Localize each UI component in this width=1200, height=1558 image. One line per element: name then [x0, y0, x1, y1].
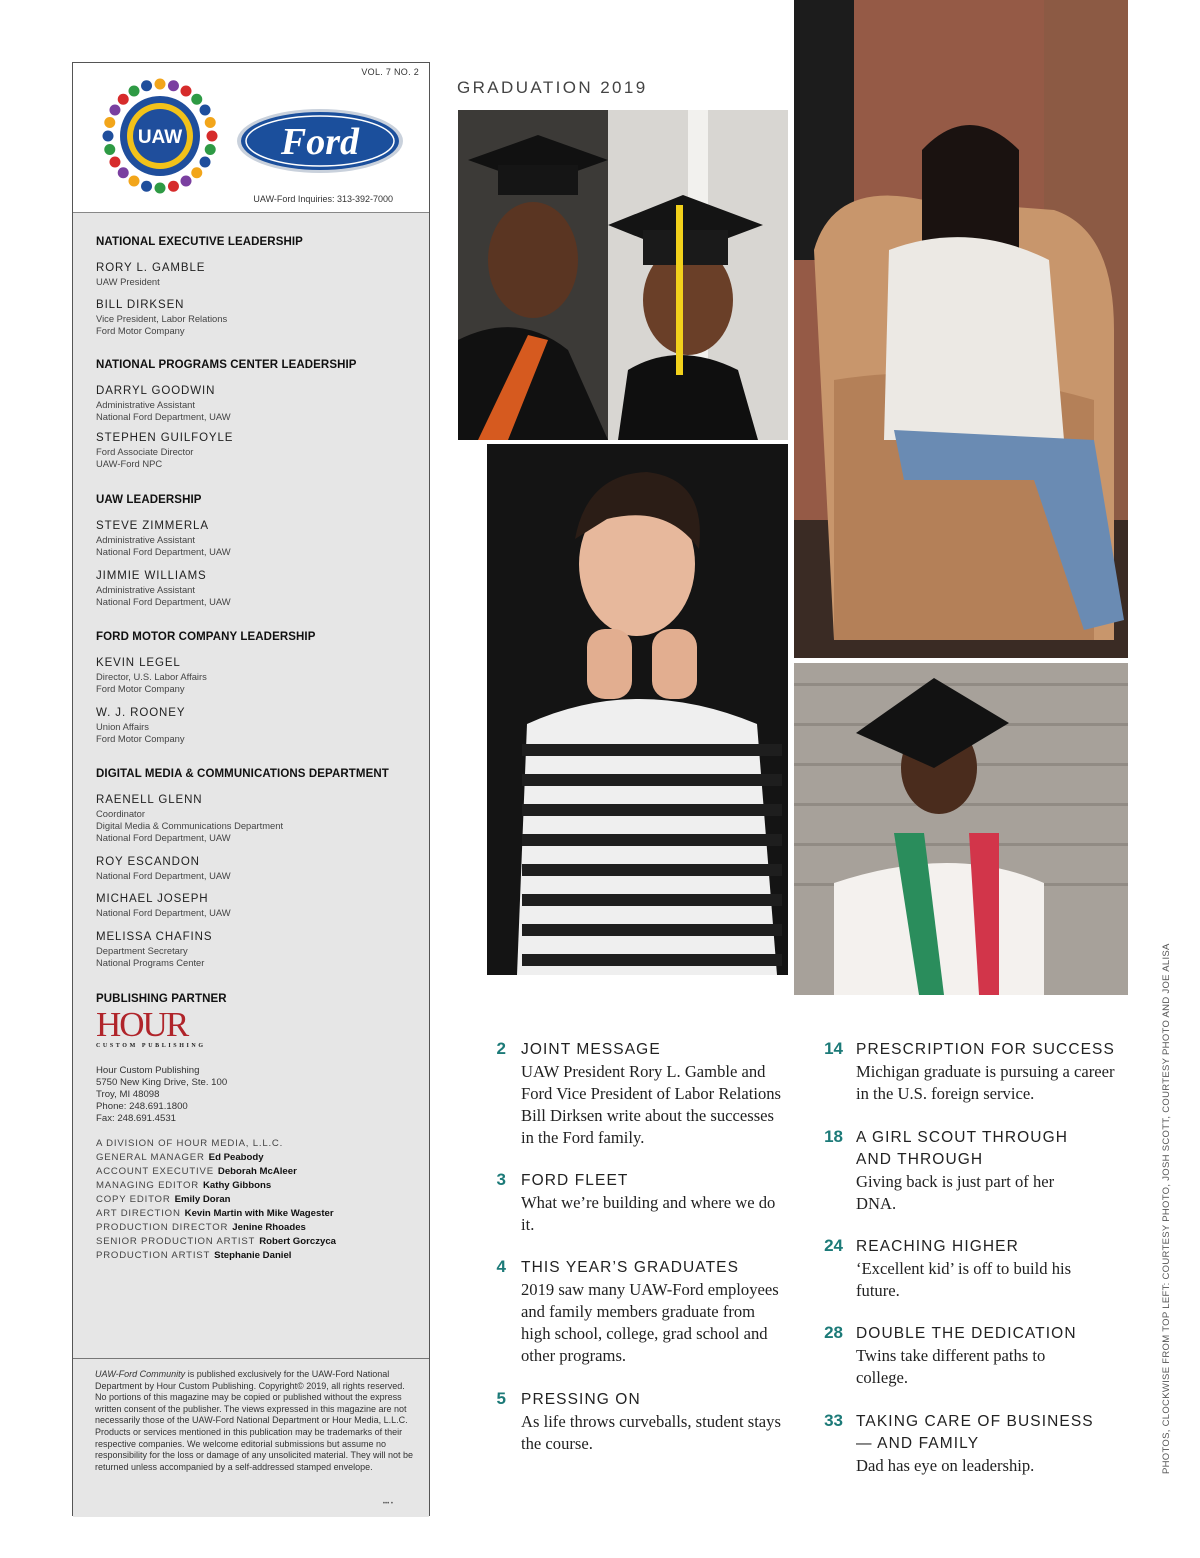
ford-logo [235, 107, 405, 175]
uaw-logo-figure [109, 105, 120, 116]
uaw-logo-figure [118, 94, 129, 105]
section-heading: UAW LEADERSHIP [96, 494, 202, 506]
toc-page-number: 5 [496, 1389, 506, 1408]
logo-box [73, 63, 429, 213]
graduate-seated-chair-photo [794, 0, 1128, 658]
inquiries-phone: UAW-Ford Inquiries: 313-392-7000 [253, 194, 393, 204]
section-heading: FORD MOTOR COMPANY LEADERSHIP [96, 631, 316, 643]
staff-name: STEVE ZIMMERLA [96, 520, 209, 532]
toc-title: FORD FLEET [521, 1172, 629, 1189]
uaw-logo-text: UAW [137, 127, 183, 148]
uaw-logo-figure [141, 181, 152, 192]
uaw-logo-figure [200, 157, 211, 168]
toc-title: THIS YEAR’S GRADUATES [521, 1259, 740, 1276]
credit-line: SENIOR PRODUCTION ARTIST Robert Gorczyca [96, 1236, 336, 1247]
uaw-logo-figure [104, 117, 115, 128]
toc-description: What we’re building and where we do it. [521, 1193, 776, 1234]
staff-name: RORY L. GAMBLE [96, 262, 206, 274]
uaw-logo-figure [168, 181, 179, 192]
toc-page-number: 2 [496, 1039, 506, 1058]
uaw-logo-figure [104, 144, 115, 155]
staff-role: National Ford Department, UAW [96, 870, 231, 881]
section-heading: NATIONAL EXECUTIVE LEADERSHIP [96, 236, 303, 248]
staff-role: Director, U.S. Labor Affairs Ford Motor Company [96, 671, 207, 694]
toc-description: As life throws curveballs, student stays the course. [521, 1412, 781, 1453]
printer-mark: ••• • [382, 1501, 393, 1507]
staff-name: BILL DIRKSEN [96, 299, 185, 311]
toc-title: REACHING HIGHER [856, 1238, 1019, 1255]
staff-name: STEPHEN GUILFOYLE [96, 432, 234, 444]
uaw-logo-figure [141, 80, 152, 91]
staff-role: Administrative Assistant National Ford Department, UAW [96, 399, 231, 422]
toc-description: Dad has eye on leadership. [856, 1456, 1035, 1475]
toc-description: ‘Excellent kid’ is off to build his future. [856, 1259, 1072, 1300]
graduate-striped-shirt-photo [487, 444, 788, 975]
toc-page-number: 28 [824, 1323, 843, 1342]
staff-name: MELISSA CHAFINS [96, 931, 213, 943]
uaw-logo-figure [155, 79, 166, 90]
toc-description: 2019 saw many UAW-Ford employees and family members graduate from high school, college, grad school and other programs. [521, 1280, 779, 1365]
staff-name: DARRYL GOODWIN [96, 385, 216, 397]
staff-role: Administrative Assistant National Ford Department, UAW [96, 584, 231, 607]
toc-page-number: 33 [824, 1411, 843, 1430]
masthead-panel [72, 62, 430, 1516]
toc-description: Twins take different paths to college. [856, 1346, 1046, 1387]
hour-logo-word: HOUR [96, 1005, 188, 1044]
uaw-logo-figure [205, 144, 216, 155]
uaw-logo-figure [103, 131, 114, 142]
credit-line: ART DIRECTION Kevin Martin with Mike Wagester [96, 1208, 334, 1219]
credit-line: PRODUCTION DIRECTOR Jenine Rhoades [96, 1222, 306, 1233]
staff-role: Ford Associate Director UAW-Ford NPC [96, 446, 194, 469]
photo-credit: PHOTOS, CLOCKWISE FROM TOP LEFT: COURTESY PHOTO, JOSH SCOTT, COURTESY PHOTO AND JOE ALISA [1161, 943, 1172, 1474]
toc-description: Giving back is just part of her DNA. [856, 1172, 1055, 1213]
staff-role: National Ford Department, UAW [96, 907, 231, 918]
uaw-logo-figure [191, 94, 202, 105]
credit-line: PRODUCTION ARTIST Stephanie Daniel [96, 1250, 292, 1261]
toc-page-number: 3 [496, 1170, 506, 1189]
toc-page-number: 14 [824, 1039, 843, 1058]
legal-notice [73, 1358, 429, 1517]
publishing-partner-heading: PUBLISHING PARTNER [96, 993, 227, 1005]
staff-name: W. J. ROONEY [96, 707, 186, 719]
uaw-logo-figure [129, 85, 140, 96]
staff-name: RAENELL GLENN [96, 794, 203, 806]
section-heading: NATIONAL PROGRAMS CENTER LEADERSHIP [96, 359, 357, 371]
uaw-logo-figure [181, 176, 192, 187]
toc-description: UAW President Rory L. Gamble and Ford Vice President of Labor Relations Bill Dirksen write about the successes in the Ford family. [521, 1062, 781, 1147]
toc-page-number: 18 [824, 1127, 843, 1146]
credit-line: MANAGING EDITOR Kathy Gibbons [96, 1180, 272, 1191]
graduate-stole-photo [794, 663, 1128, 995]
hour-publishing-logo [96, 1005, 206, 1049]
magazine-title: UAW-Ford Community [95, 1369, 186, 1379]
toc-title: PRESSING ON [521, 1391, 641, 1408]
staff-role: Administrative Assistant National Ford Department, UAW [96, 534, 231, 557]
toc-title: JOINT MESSAGE [521, 1041, 661, 1058]
staff-role: Vice President, Labor Relations Ford Motor Company [96, 313, 228, 336]
volume-number: VOL. 7 NO. 2 [361, 67, 419, 77]
staff-role: Department Secretary National Programs Center [96, 945, 205, 968]
staff-name: ROY ESCANDON [96, 856, 200, 868]
toc-title: PRESCRIPTION FOR SUCCESS [856, 1041, 1115, 1058]
legal-text: UAW-Ford Community is published exclusively for the UAW-Ford National Department by Hour Custom Publishing. Copyright© 2019, all rights reserved. No portions of this magazine may be copied or published without the express written consent of the publisher. The views expressed in this magazine are not necessarily those of the UAW-Ford National Department or Hour Media, L.L.C. Products or services mentioned in this publication may be trademarks of their respective companies. We welcome editorial submissions but assume no responsibility for the loss or damage of any unsolicited material. They will not be returned unless accompanied by a self-addressed stamped envelope. [95, 1369, 413, 1472]
uaw-logo-figure [200, 105, 211, 116]
toc-page-number: 4 [496, 1257, 506, 1276]
ford-logo-text: Ford [280, 121, 360, 163]
section-heading: DIGITAL MEDIA & COMMUNICATIONS DEPARTMENT [96, 768, 389, 780]
uaw-logo-figure [118, 167, 129, 178]
uaw-logo-figure [205, 117, 216, 128]
uaw-logo-figure [181, 85, 192, 96]
toc-description: Michigan graduate is pursuing a career in the U.S. foreign service. [856, 1062, 1115, 1103]
uaw-logo-figure [129, 176, 140, 187]
toc-title: TAKING CARE OF BUSINESS — AND FAMILY [856, 1413, 1094, 1452]
issue-title: GRADUATION 2019 [457, 78, 648, 97]
toc-title: DOUBLE THE DEDICATION [856, 1325, 1077, 1342]
uaw-logo-figure [109, 157, 120, 168]
uaw-logo-figure [207, 131, 218, 142]
credit-line: GENERAL MANAGER Ed Peabody [96, 1152, 264, 1163]
uaw-logo [99, 75, 221, 197]
staff-role: Union Affairs Ford Motor Company [96, 721, 185, 744]
uaw-logo-figure [168, 80, 179, 91]
uaw-logo-figure [155, 183, 166, 194]
staff-name: KEVIN LEGEL [96, 657, 181, 669]
credit-line: COPY EDITOR Emily Doran [96, 1194, 231, 1205]
graduates-cap-gown-photo [458, 110, 788, 440]
uaw-logo-figure [191, 167, 202, 178]
staff-list [73, 213, 429, 1358]
credit-line: ACCOUNT EXECUTIVE Deborah McAleer [96, 1166, 297, 1177]
staff-name: JIMMIE WILLIAMS [96, 570, 207, 582]
staff-role: UAW President [96, 276, 160, 287]
credit-line: A DIVISION OF HOUR MEDIA, L.L.C. [96, 1138, 284, 1149]
hour-logo-subtitle: CUSTOM PUBLISHING [96, 1043, 206, 1049]
staff-name: MICHAEL JOSEPH [96, 893, 209, 905]
toc-page-number: 24 [824, 1236, 843, 1255]
staff-role: Coordinator Digital Media & Communications Department National Ford Department, UAW [96, 808, 284, 843]
toc-title: A GIRL SCOUT THROUGH AND THROUGH [856, 1129, 1069, 1168]
publisher-address: Hour Custom Publishing 5750 New King Drive, Ste. 100 Troy, MI 48098 Phone: 248.691.1800 Fax: 248.691.4531 [96, 1065, 228, 1124]
